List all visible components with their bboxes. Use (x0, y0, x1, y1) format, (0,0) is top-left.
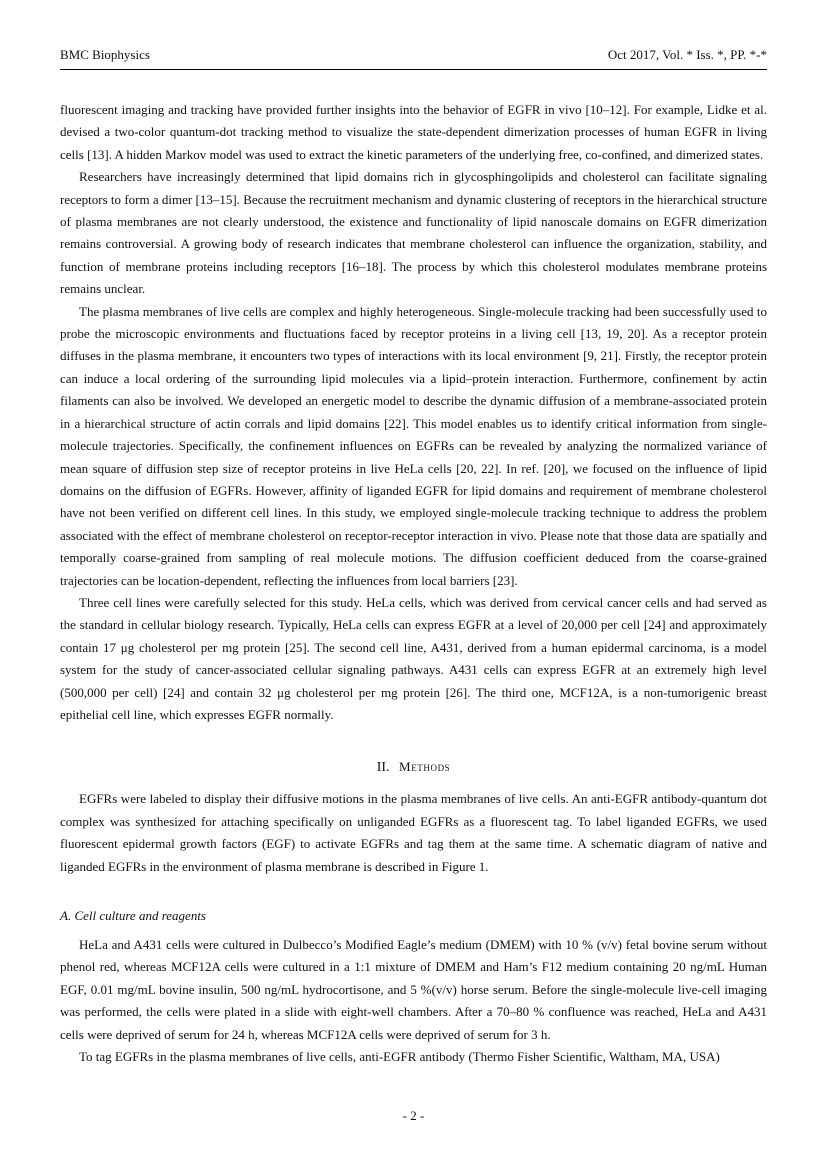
intro-paragraph: Researchers have increasingly determined that lipid domains rich in glycosphingolipids and cholesterol can facilitate signaling receptors to form a dimer [13–15]. Because the recruitment mechanism and dynamic clustering of receptors in the hierarchical structure of plasma membranes are not clearly understood, the existence and functionality of lipid nanoscale domains on EGFR dimerization remains controversial. A growing body of research indicates that membrane cholesterol can influence the organization, stability, and function of membrane proteins including receptors [16–18]. The process by which this cholesterol modulates membrane proteins remains unclear. (60, 169, 767, 297)
section-number: II. (376, 760, 390, 776)
intro-paragraph: Three cell lines were carefully selected for this study. HeLa cells, which was derived from cervical cancer cells and had served as the standard in cellular biology research. Typically, HeLa cells can express EGFR at a level of 20,000 per cell [24] and approximately contain 17 μg cholesterol per mg protein [25]. The second cell line, A431, derived from a human epidermal carcinoma, is a model system for the study of cancer-associated cellular signaling pathways. A431 cells can express EGFR at an extremely high level (500,000 per cell) [24] and contain 32 μg cholesterol per mg protein [26]. The third one, MCF12A, is a non-tumorigenic breast epithelial cell line, which expresses EGFR normally. (60, 594, 767, 722)
section-title: Methods (399, 759, 451, 775)
page-body (60, 99, 767, 1068)
page-number: - 2 - (402, 1108, 425, 1123)
methods-paragraph: EGFRs were labeled to display their diffusive motions in the plasma membranes of live cells. An anti-EGFR antibody-quantum dot complex was synthesized for attaching specifically on unliganded EGFRs as a fluorescent tag. To label liganded EGFRs, we used fluorescent epidermal growth factors (EGF) to activate EGFRs and tag them at the same time. A schematic diagram of native and liganded EGFRs in the environment of plasma membrane is described in Figure 1. (60, 791, 767, 874)
section-heading (60, 756, 767, 779)
header-rule (60, 69, 767, 70)
subsection-heading: A. Cell culture and reagents (60, 908, 206, 923)
culture-paragraph: To tag EGFRs in the plasma membranes of live cells, anti-EGFR antibody (Thermo Fisher Scientific, Waltham, MA, USA) (79, 1049, 720, 1065)
journal-name: BMC Biophysics (60, 47, 150, 62)
running-header (60, 46, 767, 64)
intro-paragraph: fluorescent imaging and tracking have provided further insights into the behavior of EGFR in vivo [10–12]. For example, Lidke et al. devised a two-color quantum-dot tracking method to visualize the state-dependent dimerization processes of human EGFR in living cells [13]. A hidden Markov model was used to extract the kinetic parameters of the underlying free, co-confined, and dimerized states. (60, 102, 767, 162)
intro-paragraph: The plasma membranes of live cells are complex and highly heterogeneous. Single-molecule tracking had been successfully used to probe the microscopic environments and fluctuations faced by receptor proteins in a living cell [13, 19, 20]. As a receptor protein diffuses in the plasma membrane, it encounters two types of interactions with its local environment [9, 21]. Firstly, the receptor protein can induce a local ordering of the surrounding lipid molecules via a lipid–protein interaction. Furthermore, confinement by actin filaments can also be involved. We developed an energetic model to describe the dynamic diffusion of a membrane-associated protein in a hierarchical structure of actin corrals and lipid domains [22]. This model enables us to identify critical information from single-molecule trajectories. Specifically, the confinement influences on EGFRs can be revealed by analyzing the normalized variance of mean square of diffusion step size of receptor proteins in live HeLa cells [20, 22]. In ref. [20], we focused on the influence of lipid domains on the diffusion of EGFRs. However, affinity of liganded EGFR for lipid domains and requirement of membrane cholesterol have not been verified on different cell lines. In this study, we employed single-molecule tracking technique to address the problem associated with the effect of membrane cholesterol on receptor-receptor interaction in vivo. Please note that those data are spatially and temporally coarse-grained from sampling of real molecule motions. The diffusion coefficient deduced from the coarse-grained trajectories can be location-dependent, reflecting the influences from local barriers [23]. (60, 303, 767, 588)
issue-info: Oct 2017, Vol. * Iss. *, PP. *-* (607, 47, 767, 62)
culture-paragraph: HeLa and A431 cells were cultured in Dulbecco’s Modified Eagle’s medium (DMEM) with 10 % (v/v) fetal bovine serum without phenol red, whereas MCF12A cells were cultured in a 1:1 mixture of DMEM and Ham’s F12 medium containing 20 ng/mL Human EGF, 0.01 mg/mL bovine insulin, 500 ng/mL hydrocortisone, and 5 %(v/v) horse serum. Before the single-molecule live-cell imaging was performed, the cells were plated in a slide with eight-well chambers. After a 70–80 % confluence was reached, HeLa and A431 cells were deprived of serum for 24 h, whereas MCF12A cells were deprived of serum for 3 h. (60, 937, 767, 1042)
